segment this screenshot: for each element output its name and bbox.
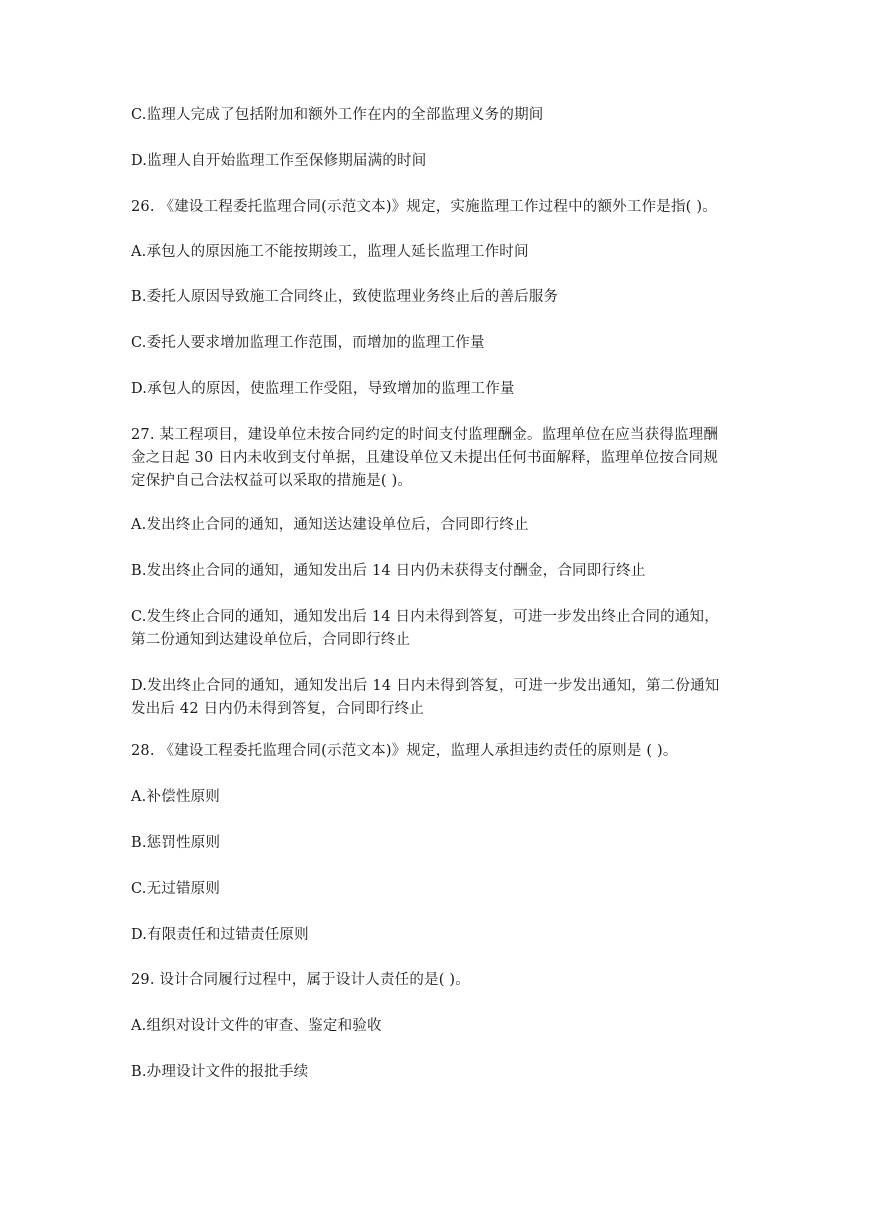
question-26: 26. 《建设工程委托监理合同(示范文本)》规定，实施监理工作过程中的额外工作是指( )。 xyxy=(131,199,717,215)
option-c-q27-line1: C.发生终止合同的通知，通知发出后 14 日内未得到答复，可进一步发出终止合同的通知， xyxy=(131,609,719,625)
question-27-line3: 定保护自己合法权益可以采取的措施是( )。 xyxy=(131,473,413,489)
option-c-q25: C.监理人完成了包括附加和额外工作在内的全部监理义务的期间 xyxy=(131,107,544,123)
option-c-q28: C.无过错原则 xyxy=(131,881,221,897)
option-a-q26: A.承包人的原因施工不能按期竣工，监理人延长监理工作时间 xyxy=(131,244,529,260)
option-c-q26: C.委托人要求增加监理工作范围，而增加的监理工作量 xyxy=(131,335,485,351)
question-27-line2: 金之日起 30 日内未收到支付单据，且建设单位又未提出任何书面解释，监理单位按合同规 xyxy=(131,450,719,466)
option-a-q28: A.补偿性原则 xyxy=(131,789,220,805)
option-a-q29: A.组织对设计文件的审查、鉴定和验收 xyxy=(131,1018,382,1034)
option-b-q26: B.委托人原因导致施工合同终止，致使监理业务终止后的善后服务 xyxy=(131,289,559,305)
option-d-q27-line1: D.发出终止合同的通知，通知发出后 14 日内未得到答复，可进一步发出通知，第二份通知 xyxy=(131,678,720,694)
option-b-q28: B.惩罚性原则 xyxy=(131,835,221,851)
question-27-line1: 27. 某工程项目，建设单位未按合同约定的时间支付监理酬金。监理单位在应当获得监理酬 xyxy=(131,427,719,443)
question-28: 28. 《建设工程委托监理合同(示范文本)》规定，监理人承担违约责任的原则是 ( )。 xyxy=(131,743,678,759)
option-a-q27: A.发出终止合同的通知，通知送达建设单位后，合同即行终止 xyxy=(131,517,529,533)
question-29: 29. 设计合同履行过程中，属于设计人责任的是( )。 xyxy=(131,972,470,988)
option-b-q29: B.办理设计文件的报批手续 xyxy=(131,1064,309,1080)
option-b-q27: B.发出终止合同的通知，通知发出后 14 日内仍未获得支付酬金，合同即行终止 xyxy=(131,563,646,579)
option-d-q26: D.承包人的原因，使监理工作受阻，导致增加的监理工作量 xyxy=(131,381,515,397)
option-d-q27-line2: 发出后 42 日内仍未得到答复，合同即行终止 xyxy=(131,701,425,717)
option-d-q28: D.有限责任和过错责任原则 xyxy=(131,927,309,943)
option-d-q25: D.监理人自开始监理工作至保修期届满的时间 xyxy=(131,153,427,169)
option-c-q27-line2: 第二份通知到达建设单位后，合同即行终止 xyxy=(131,632,411,648)
